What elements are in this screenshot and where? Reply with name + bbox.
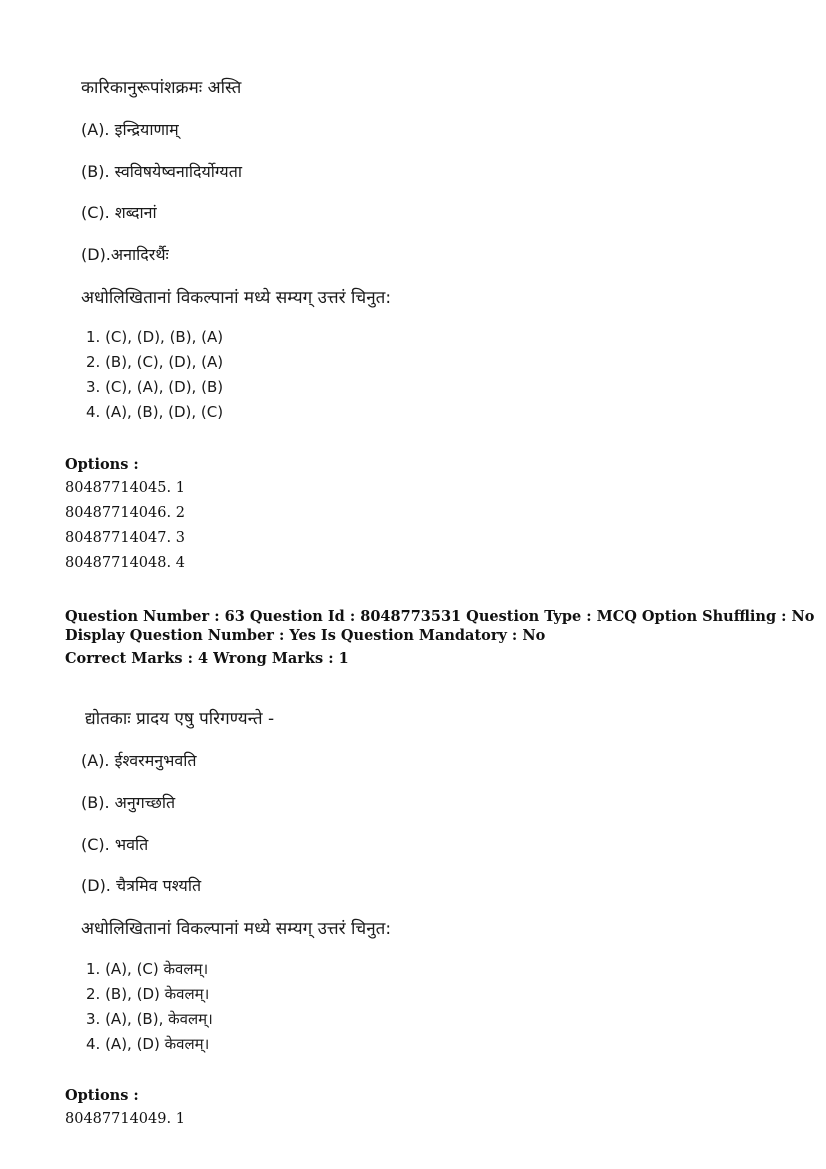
option-id: 80487714045. 1 xyxy=(65,480,185,496)
options-label: Options : xyxy=(65,456,139,473)
option-id: 80487714047. 3 xyxy=(65,530,185,546)
statement-d: (D).अनादिरर्थैः xyxy=(81,245,169,264)
instruction: अधोलिखितानां विकल्पानां मध्ये सम्यग् उत्तरं चिनुत: xyxy=(81,288,392,308)
question-meta-line2: Display Question Number : Yes Is Question Mandatory : No xyxy=(65,627,546,644)
statement-b: (B). अनुगच्छति xyxy=(81,793,176,812)
choice-4: 4. (A), (B), (D), (C) xyxy=(86,403,224,421)
statement-d: (D). चैत्रमिव पश्यति xyxy=(81,876,202,895)
statement-a: (A). इन्द्रियाणाम् xyxy=(81,120,179,139)
choice-2: 2. (B), (D) केवलम्। xyxy=(86,985,210,1003)
statement-a: (A). ईश्वरमनुभवति xyxy=(81,751,197,770)
statement-c: (C). शब्दानां xyxy=(81,203,157,222)
statement-b: (B). स्वविषयेष्वनादिर्योग्यता xyxy=(81,162,242,181)
choice-1: 1. (A), (C) केवलम्। xyxy=(86,960,209,978)
question-meta-line3: Correct Marks : 4 Wrong Marks : 1 xyxy=(65,650,349,667)
choice-3: 3. (C), (A), (D), (B) xyxy=(86,378,224,396)
instruction: अधोलिखितानां विकल्पानां मध्ये सम्यग् उत्तरं चिनुत: xyxy=(81,919,392,939)
option-id: 80487714046. 2 xyxy=(65,505,185,521)
options-label: Options : xyxy=(65,1087,139,1104)
option-id: 80487714048. 4 xyxy=(65,555,185,571)
choice-2: 2. (B), (C), (D), (A) xyxy=(86,353,224,371)
choice-4: 4. (A), (D) केवलम्। xyxy=(86,1035,210,1053)
option-id: 80487714049. 1 xyxy=(65,1111,185,1127)
choice-3: 3. (A), (B), केवलम्। xyxy=(86,1010,213,1028)
question-stem: द्योतकाः प्रादय एषु परिगण्यन्ते - xyxy=(85,709,275,729)
choice-1: 1. (C), (D), (B), (A) xyxy=(86,328,224,346)
statement-c: (C). भवति xyxy=(81,835,149,854)
question-meta-line1: Question Number : 63 Question Id : 8048773531 Question Type : MCQ Option Shuffling : No xyxy=(65,608,815,625)
question-stem: कारिकानुरूपांशक्रमः अस्ति xyxy=(81,78,242,98)
